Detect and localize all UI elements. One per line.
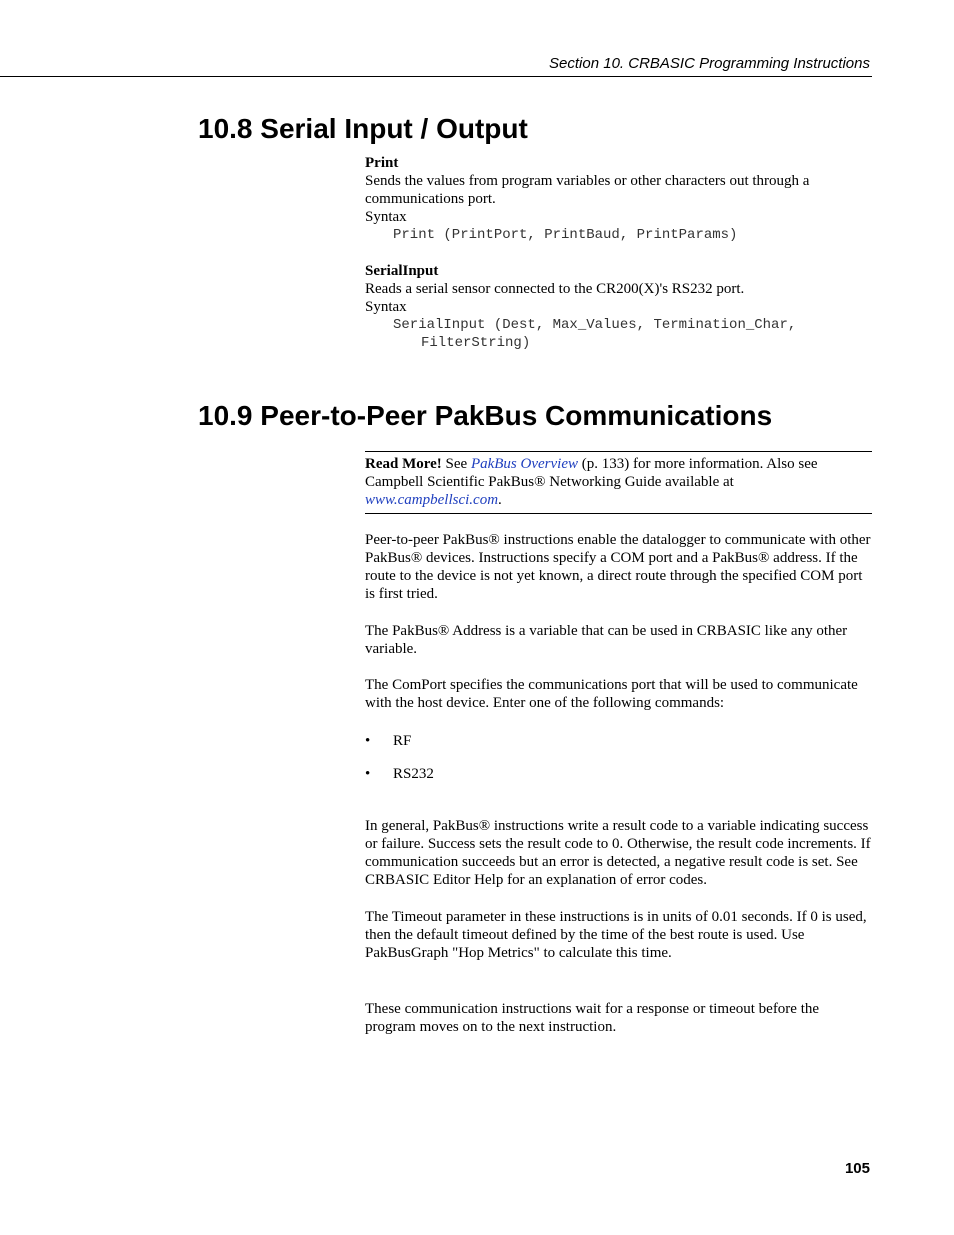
paragraph-pakbus-address: The PakBus® Address is a variable that can be used in CRBASIC like any other variable. [365,623,848,657]
serialinput-term: SerialInput [365,263,439,279]
note-text-before: See [441,456,471,472]
note-text-after: . [498,492,502,508]
running-head: Section 10. CRBASIC Programming Instructions [549,55,870,72]
paragraph-peer-to-peer: Peer-to-peer PakBus® instructions enable the datalogger to communicate with other PakBus® devices. Instructions specify a COM port and a PakBus® address. If the route to the device is not yet known, a direct route through the specified COM port is first tried. [365,532,871,602]
bullet-text-rs232: RS232 [393,766,434,782]
paragraph-result-code: In general, PakBus® instructions write a result code to a variable indicating success or failure. Success sets the result code to 0. Otherwise, the result code increments. If communication succeeds but an error is detected, a negative result code is set. See CRBASIC Editor Help for an explanation of error codes. [365,818,871,888]
pakbus-overview-link[interactable]: PakBus Overview [470,456,578,472]
serialinput-instruction [365,262,873,352]
paragraph-comport: The ComPort specifies the communications port that will be used to communicate with the host device. Enter one of the following commands: [365,677,858,711]
section-heading-peer-to-peer: 10.9 Peer-to-Peer PakBus Communications [198,400,773,431]
bullet-icon: • [365,733,371,749]
campbellsci-link[interactable]: www.campbellsci.com [365,492,499,508]
print-syntax-label: Syntax [365,209,407,225]
read-more-label: Read More! [365,456,442,472]
bullet-icon: • [365,766,371,782]
print-term: Print [365,155,399,171]
section-heading-serial-io: 10.8 Serial Input / Output [198,113,528,144]
print-instruction [365,154,873,244]
note-text-middle: (p. 133) for more information. Also see Campbell Scientific PakBus® Networking Guide available at [365,456,818,490]
bullet-text-rf: RF [393,733,412,749]
list-item [365,732,411,750]
page-number: 105 [844,1160,870,1177]
print-syntax-code: Print (PrintPort, PrintBaud, PrintParams) [393,227,738,243]
print-description: Sends the values from program variables or other characters out through a communications port. [365,173,810,207]
paragraph-wait: These communication instructions wait for a response or timeout before the program moves on to the next instruction. [365,1001,820,1035]
read-more-note [365,451,872,514]
header-rule [0,76,872,77]
serialinput-syntax-code-line2: FilterString) [421,335,531,351]
serialinput-syntax-code-line1: SerialInput (Dest, Max_Values, Termination_Char, [393,317,797,333]
list-item [365,765,434,783]
serialinput-description: Reads a serial sensor connected to the CR200(X)'s RS232 port. [365,281,745,297]
serialinput-syntax-label: Syntax [365,299,407,315]
paragraph-timeout: The Timeout parameter in these instructions is in units of 0.01 seconds. If 0 is used, then the default timeout defined by the time of the best route is used. Use PakBusGraph "Hop Metrics" to calculate this time. [365,909,867,961]
